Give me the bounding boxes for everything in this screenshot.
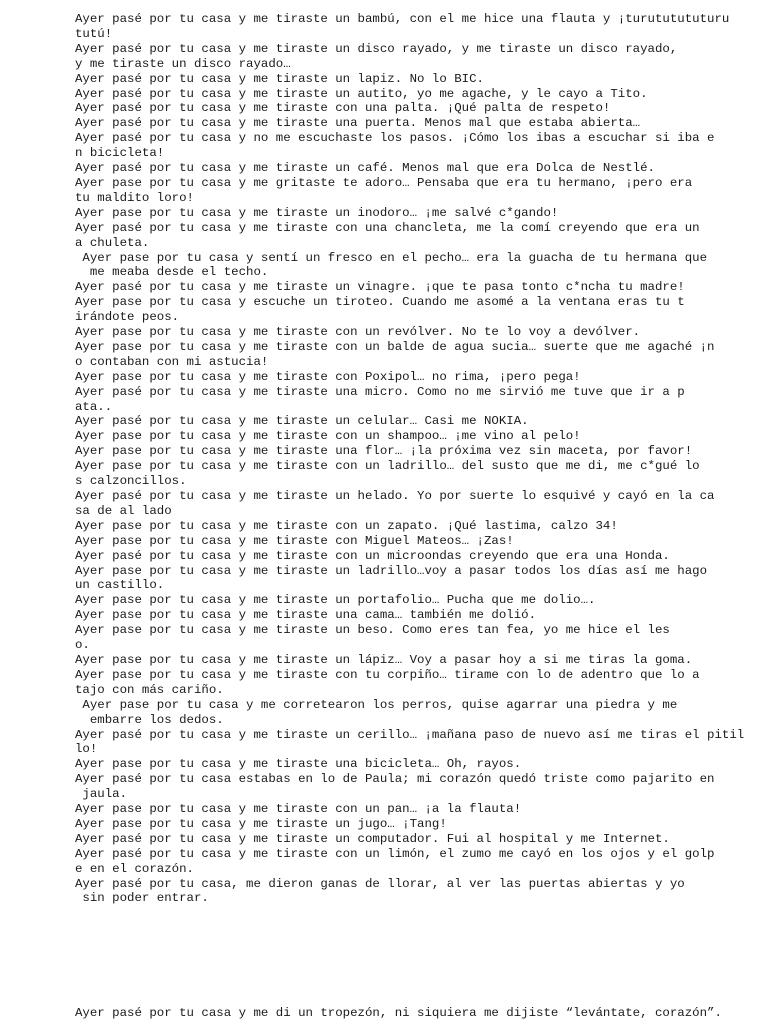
- text-line: Ayer pasé por tu casa y me tiraste un bambú, con el me hice una flauta y ¡turututututuru: [75, 12, 730, 26]
- text-line: sin poder entrar.: [75, 891, 209, 906]
- text-line: Ayer pasé por tu casa y me tiraste una puerta. Menos mal que estaba abierta…: [75, 116, 641, 131]
- text-line: sa de al lado: [75, 503, 172, 518]
- text-line: ata..: [75, 399, 113, 414]
- text-line: Ayer pase por tu casa y me gritaste te adoro… Pensaba que era tu hermano, ¡pero era: [75, 175, 693, 190]
- text-line: Ayer pase por tu casa y me tiraste con un balde de agua sucia… suerte que me agaché ¡n: [75, 339, 715, 354]
- text-line: Ayer pasé por tu casa y me tiraste un celular… Casi me NOKIA.: [75, 414, 529, 429]
- text-line: Ayer pase por tu casa y me tiraste un jugo… ¡Tang!: [75, 816, 447, 831]
- text-line: tajo con más cariño.: [75, 682, 224, 697]
- text-line: Ayer pase por tu casa y me tiraste con un shampoo… ¡me vino al pelo!: [75, 429, 581, 444]
- text-line: lo!: [75, 742, 98, 757]
- text-line: Ayer pasé por tu casa y me tiraste un helado. Yo por suerte lo esquivé y cayó en la ca: [75, 489, 715, 503]
- text-line: Ayer pase por tu casa y me tiraste un beso. Como eres tan fea, yo me hice el les: [75, 623, 670, 638]
- text-line: Ayer pase por tu casa y escuche un tiroteo. Cuando me asomé a la ventana eras tu t: [75, 295, 685, 310]
- text-line: Ayer pase por tu casa y me tiraste una cama… también me dolió.: [75, 608, 537, 623]
- text-line: Ayer pasé por tu casa, me dieron ganas de llorar, al ver las puertas abiertas y yo: [75, 876, 685, 891]
- text-line: tu maldito loro!: [75, 190, 194, 205]
- text-line: o contaban con mi astucia!: [75, 354, 269, 369]
- text-line: Ayer pasé por tu casa y me tiraste con un limón, el zumo me cayó en los ojos y el golp: [75, 846, 715, 861]
- text-line: e en el corazón.: [75, 861, 194, 876]
- text-line: Ayer pase por tu casa y me tiraste con un pan… ¡a la flauta!: [75, 802, 522, 817]
- text-line: y me tiraste un disco rayado…: [75, 56, 291, 71]
- text-line: Ayer pase por tu casa y me tiraste con un ladrillo… del susto que me di, me c*gué lo: [75, 459, 700, 474]
- text-line: embarre los dedos.: [75, 712, 224, 727]
- text-line: Ayer pase por tu casa y me tiraste un portafolio… Pucha que me dolio….: [75, 593, 596, 608]
- text-line: Ayer pasé por tu casa y me tiraste con un microondas creyendo que era una Honda.: [75, 548, 670, 563]
- text-line: Ayer pase por tu casa y me tiraste un lápiz… Voy a pasar hoy a si me tiras la goma.: [75, 652, 693, 667]
- jokes-text-block: [75, 12, 755, 906]
- text-line: un castillo.: [75, 578, 165, 593]
- text-line: jaula.: [75, 787, 128, 802]
- text-line: Ayer pasé por tu casa y me tiraste un vinagre. ¡que te pasa tonto c*ncha tu madre!: [75, 280, 685, 295]
- text-line: Ayer pase por tu casa y sentí un fresco en el pecho… era la guacha de tu hermana que: [75, 250, 708, 265]
- text-line: n bicicleta!: [75, 146, 165, 161]
- text-line: Ayer pase por tu casa y me tiraste una bicicleta… Oh, rayos.: [75, 757, 522, 772]
- text-line: Ayer pase por tu casa y me corretearon los perros, quise agarrar una piedra y me: [75, 697, 678, 712]
- text-line: Ayer pase por tu casa y me tiraste un inodoro… ¡me salvé c*gando!: [75, 205, 559, 220]
- text-line: Ayer pasé por tu casa y me tiraste un disco rayado, y me tiraste un disco rayado,: [75, 41, 678, 56]
- text-line: irándote peos.: [75, 310, 180, 325]
- text-line: Ayer pase por tu casa y me tiraste con un zapato. ¡Qué lastima, calzo 34!: [75, 518, 618, 533]
- text-line: Ayer pasé por tu casa y me tiraste con una chancleta, me la comí creyendo que era un: [75, 220, 700, 235]
- text-line: Ayer pasé por tu casa y no me escuchaste los pasos. ¡Cómo los ibas a escuchar si iba e: [75, 131, 715, 146]
- text-line: s calzoncillos.: [75, 474, 187, 489]
- text-line: Ayer pasé por tu casa y me tiraste un café. Menos mal que era Dolca de Nestlé.: [75, 161, 655, 176]
- text-line: Ayer pasé por tu casa y me tiraste un autito, yo me agache, y le cayo a Tito.: [75, 86, 648, 101]
- text-line: o.: [75, 638, 90, 653]
- text-line: me meaba desde el techo.: [75, 265, 269, 280]
- text-line: Ayer pasé por tu casa y me tiraste una micro. Como no me sirvió me tuve que ir a p: [75, 384, 685, 399]
- text-line: tutú!: [75, 26, 113, 41]
- text-line: Ayer pasé por tu casa y me tiraste con una palta. ¡Qué palta de respeto!: [75, 101, 611, 116]
- text-line: Ayer pase por tu casa y me tiraste con un revólver. No te lo voy a devólver.: [75, 325, 641, 340]
- text-line: Ayer pasé por tu casa estabas en lo de Paula; mi corazón quedó triste como pajarito en: [75, 772, 715, 787]
- text-line: a chuleta.: [75, 235, 150, 250]
- text-line: Ayer pase por tu casa y me tiraste con Poxipol… no rima, ¡pero pega!: [75, 369, 581, 384]
- text-line: Ayer pasé por tu casa y me tiraste un cerillo… ¡mañana paso de nuevo así me tiras el pitil: [75, 727, 745, 742]
- closing-line: Ayer pasé por tu casa y me di un tropezón, ni siquiera me dijiste “levántate, corazón”.: [75, 1006, 722, 1020]
- text-line: Ayer pasé por tu casa y me tiraste un lapiz. No lo BIC.: [75, 71, 484, 86]
- text-line: Ayer pase por tu casa y me tiraste una flor… ¡la próxima vez sin maceta, por favor!: [75, 444, 693, 459]
- text-line: Ayer pase por tu casa y me tiraste con tu corpiño… tirame con lo de adentro que lo a: [75, 667, 700, 682]
- text-line: Ayer pasé por tu casa y me tiraste un computador. Fui al hospital y me Internet.: [75, 831, 670, 846]
- text-line: Ayer pase por tu casa y me tiraste un ladrillo…voy a pasar todos los días así me hago: [75, 563, 708, 578]
- text-line: Ayer pase por tu casa y me tiraste con Miguel Mateos… ¡Zas!: [75, 533, 514, 548]
